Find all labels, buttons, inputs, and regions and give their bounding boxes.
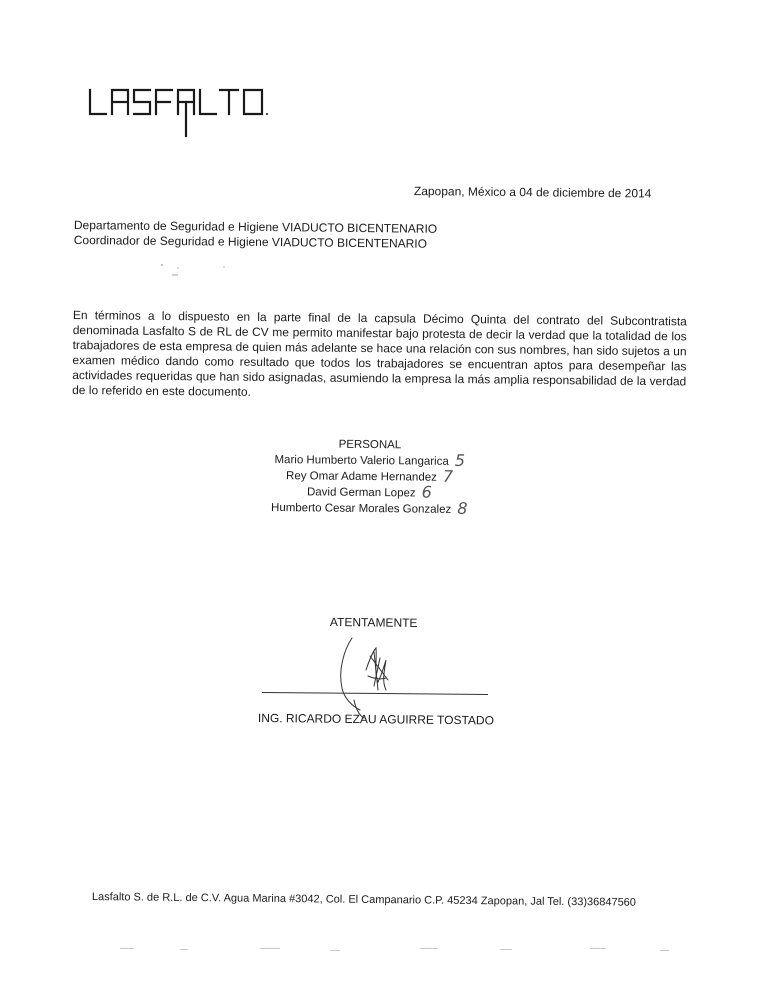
addressee-line: Coordinador de Seguridad e Higiene VIADUCTO BICENTENARIO xyxy=(73,232,428,251)
scan-noise xyxy=(0,930,768,960)
personal-list xyxy=(249,437,490,518)
handwritten-mark: 8 xyxy=(457,498,468,519)
lasfalto-logo xyxy=(86,84,276,140)
handwritten-mark: 7 xyxy=(442,466,454,486)
signer-name: ING. RICARDO EZAU AGUIRRE TOSTADO xyxy=(257,711,495,728)
closing: ATENTAMENTE xyxy=(329,615,418,630)
handwritten-mark: 6 xyxy=(421,482,432,502)
signature xyxy=(330,630,420,720)
personal-heading: PERSONAL xyxy=(338,438,402,452)
personal-name: David German Lopez xyxy=(306,486,416,500)
logo-text: LASFALTO xyxy=(86,84,91,85)
scan-specks xyxy=(160,262,240,282)
handwritten-mark: 5 xyxy=(454,450,466,470)
footer-address: Lasfalto S. de R.L. de C.V. Agua Marina #3042, Col. El Campanario C.P. 45234 Zapopan, Jal Tel. (33)36847560 xyxy=(91,891,637,909)
place-date: Zapopan, México a 04 de diciembre de 2014 xyxy=(413,184,652,201)
letter-body: En términos a lo dispuesto en la parte final de la capsula Décimo Quinta del contrato del Subcontratista denominada Lasfalto S de RL de CV me permito manifestar bajo protesta de decir la verdad que la totalidad de los trabajadores de esta empresa de quien más adelante se hace una relación con sus nombres, han sido sujetos a un examen médico dando como resultado que todos los trabajadores se encuentran aptos para desempeñar las actividades requeridas que han sido asignadas, asumiendo la empresa la más amplia responsabilidad de la verdad de lo referido en este documento. xyxy=(72,308,687,399)
personal-name: Mario Humberto Valerio Langarica xyxy=(274,454,449,468)
personal-name: Humberto Cesar Morales Gonzalez xyxy=(270,501,452,516)
addressee-block xyxy=(74,218,438,252)
addressee-line: Departamento de Seguridad e Higiene VIADUCTO BICENTENARIO xyxy=(73,218,438,236)
personal-name: Rey Omar Adame Hernandez xyxy=(286,470,437,484)
personal-row xyxy=(249,499,489,518)
